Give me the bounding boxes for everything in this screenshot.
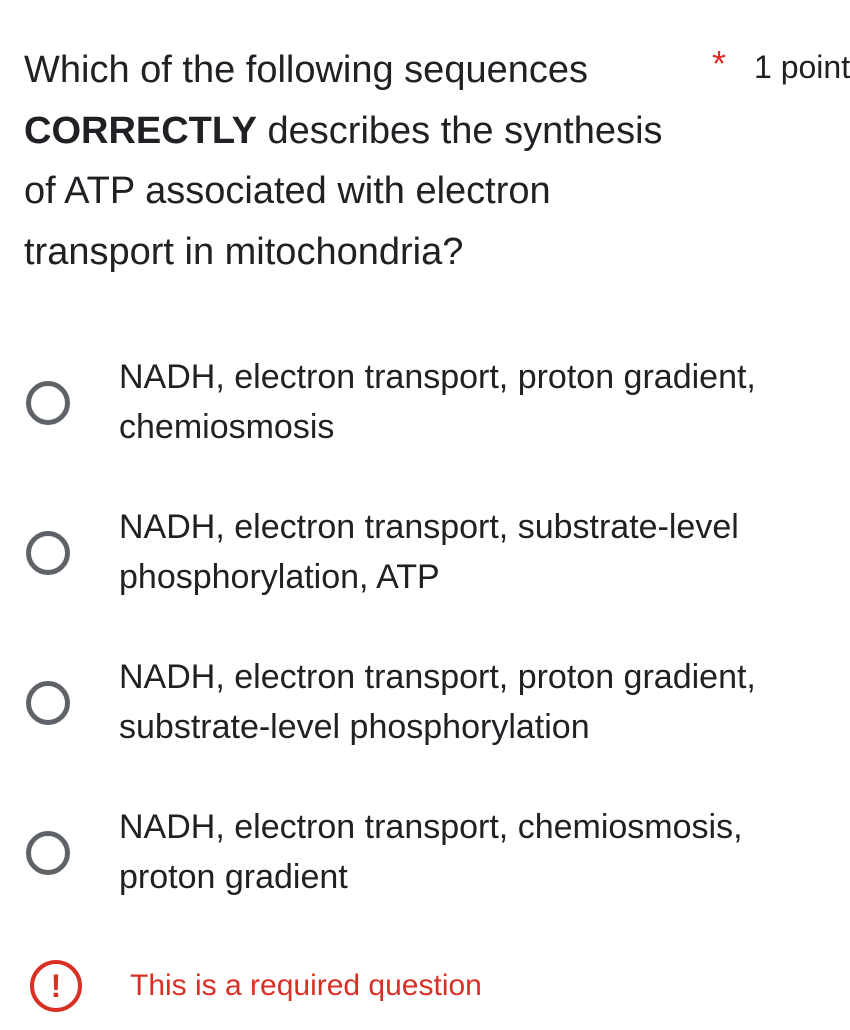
option-label[interactable]: NADH, electron transport, substrate-level phosphorylation, ATP (119, 508, 739, 596)
option-label[interactable]: NADH, electron transport, proton gradient, substrate-level phosphorylation (119, 658, 756, 746)
radio-button-icon[interactable] (26, 681, 70, 725)
option-label[interactable]: NADH, electron transport, proton gradient, chemiosmosis (119, 358, 756, 446)
option-4[interactable] (0, 802, 840, 912)
error-message: This is a required question (130, 969, 482, 1002)
question-title-part2: describes the synthesis of ATP associated with electron transport in mitochondria? (24, 109, 663, 273)
required-error (30, 958, 830, 1018)
required-asterisk: * (712, 43, 727, 84)
radio-button-icon[interactable] (26, 831, 70, 875)
option-label[interactable]: NADH, electron transport, chemiosmosis, proton gradient (119, 808, 743, 896)
option-2[interactable] (0, 502, 840, 612)
radio-button-icon[interactable] (26, 531, 70, 575)
question-title-strong: CORRECTLY (24, 109, 257, 152)
option-1[interactable] (0, 352, 840, 462)
exclamation-icon: ! (30, 960, 82, 1012)
radio-button-icon[interactable] (26, 381, 70, 425)
question-title-part1: Which of the following sequences (24, 49, 588, 91)
option-3[interactable] (0, 652, 840, 762)
points-label: 1 point (754, 49, 850, 85)
